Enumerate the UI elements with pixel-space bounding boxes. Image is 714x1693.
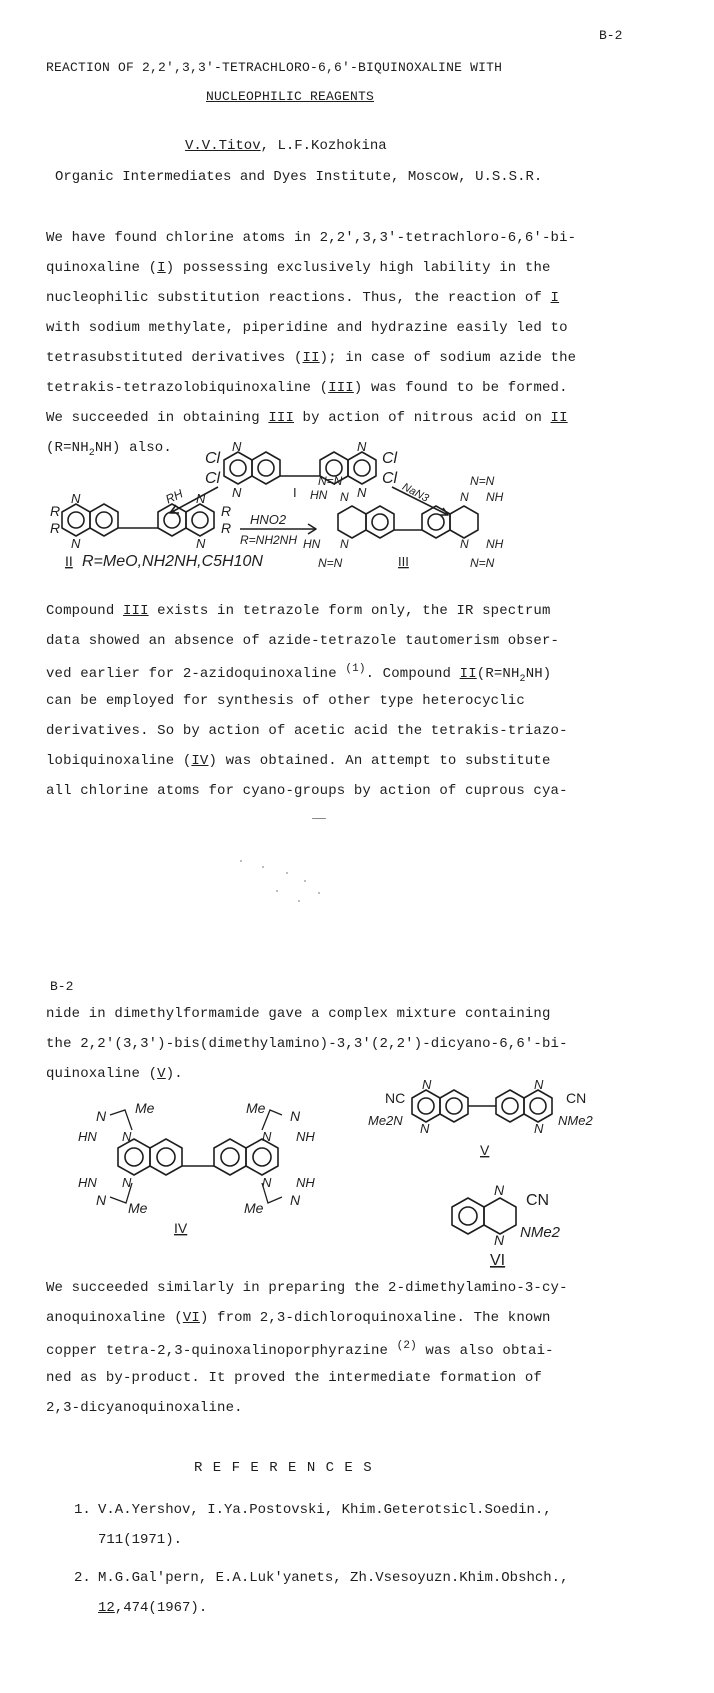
text-run: . Compound xyxy=(365,666,460,682)
text-run: ved earlier for 2-azidoquinoxaline xyxy=(46,666,346,682)
subscript: 2 xyxy=(88,448,95,459)
compound-ref: III xyxy=(268,410,294,426)
compound-III-structure xyxy=(338,506,478,538)
text-run: Compound xyxy=(46,603,123,619)
text-run: (R=NH xyxy=(46,440,89,456)
text-run: nucleophilic substitution reactions. Thus, the reaction of xyxy=(46,290,551,306)
body-line: We have found chlorine atoms in 2,2',3,3'-tetrachloro-6,6'-bi- xyxy=(46,230,577,246)
amine-label: NH xyxy=(486,537,504,551)
nitrogen-label: N xyxy=(460,537,469,551)
text-run: exists in tetrazole form only, the IR spectrum xyxy=(148,603,551,619)
azo-label: N=N xyxy=(470,556,495,570)
body-line: with sodium methylate, piperidine and hydrazine easily led to xyxy=(46,320,568,336)
compound-label-II: II xyxy=(65,553,73,569)
azo-nitrogen-label: N xyxy=(96,1108,107,1124)
compound-ref: V xyxy=(157,1066,166,1082)
cyano-label: NC xyxy=(385,1090,406,1106)
nitrogen-label: N xyxy=(460,490,469,504)
text-run: ) was obtained. An attempt to substitute xyxy=(208,753,551,769)
methyl-label: Me xyxy=(244,1200,264,1216)
imino-label: HN xyxy=(310,488,328,502)
scan-speck xyxy=(312,818,326,819)
compound-V-structure xyxy=(412,1090,552,1122)
text-run: anoquinoxaline ( xyxy=(46,1310,183,1326)
scan-speck xyxy=(304,880,306,882)
citation-ref: (2) xyxy=(396,1340,417,1352)
body-line: derivatives. So by action of acetic acid the tetrakis-triazo- xyxy=(46,723,568,739)
compound-ref: I xyxy=(550,290,560,306)
compound-ref: II xyxy=(550,410,568,426)
compound-label-VI: VI xyxy=(490,1252,506,1269)
text-run: ) was found to be formed. xyxy=(353,380,568,396)
nitrogen-label: N xyxy=(122,1129,132,1144)
text-run: ) possessing exclusively high lability in the xyxy=(165,260,551,276)
dimethylamino-label: NMe2 xyxy=(520,1224,561,1241)
nitrogen-label: N xyxy=(340,490,349,504)
reaction-scheme-2 xyxy=(0,1065,714,1290)
text-run: copper tetra-2,3-quinoxalinoporphyrazine xyxy=(46,1343,397,1359)
body-line: the 2,2'(3,3')-bis(dimethylamino)-3,3'(2,2')-dicyano-6,6'-bi- xyxy=(46,1036,568,1052)
text-run: ) from 2,3-dichloroquinoxaline. The known xyxy=(199,1310,551,1326)
chlorine-label: Cl xyxy=(205,470,221,487)
compound-ref: VI xyxy=(182,1310,200,1326)
nitrogen-label: N xyxy=(71,536,81,551)
imino-label: HN xyxy=(78,1175,97,1190)
compound-label-V: V xyxy=(480,1142,490,1158)
substituent-r: R xyxy=(221,520,232,536)
scan-speck xyxy=(276,890,278,892)
text-run: (R=NH xyxy=(476,666,520,682)
authors xyxy=(185,138,387,154)
compound-label-I: I xyxy=(293,485,297,500)
body-line xyxy=(46,663,551,685)
text-run: NH) also. xyxy=(94,440,172,456)
affiliation: Organic Intermediates and Dyes Institute, Moscow, U.S.S.R. xyxy=(55,169,543,185)
imino-label: HN xyxy=(78,1129,97,1144)
body-line xyxy=(46,753,551,769)
nitrogen-label: N xyxy=(262,1129,272,1144)
author-separator: , xyxy=(260,138,278,154)
nitrogen-label: N xyxy=(122,1175,132,1190)
nitrogen-label: N xyxy=(262,1175,272,1190)
nitrogen-label: N xyxy=(494,1232,505,1248)
body-line xyxy=(46,350,576,366)
substituent-r: R xyxy=(50,503,61,519)
reference-number: 2. xyxy=(74,1570,91,1586)
title-line-1: REACTION OF 2,2',3,3'-TETRACHLORO-6,6'-BIQUINOXALINE WITH xyxy=(46,60,503,75)
compound-VI-structure xyxy=(452,1198,516,1234)
nitrogen-label: N xyxy=(357,485,367,500)
text-run: quinoxaline ( xyxy=(46,260,158,276)
body-line xyxy=(46,290,559,306)
compound-ref: II xyxy=(302,350,320,366)
page-code: B-2 xyxy=(599,28,623,43)
scan-speck xyxy=(298,900,300,902)
reagent-rh: RH xyxy=(163,486,186,507)
nitrogen-label: N xyxy=(420,1121,430,1136)
azo-nitrogen-label: N xyxy=(96,1192,107,1208)
reference-2-line-2 xyxy=(98,1600,207,1616)
nitrogen-label: N xyxy=(232,439,242,454)
volume-number: 12 xyxy=(98,1600,115,1616)
dimethylamino-label: Me2N xyxy=(368,1113,403,1128)
body-line: nide in dimethylformamide gave a complex mixture containing xyxy=(46,1006,551,1022)
nitrogen-label: N xyxy=(71,491,81,506)
nitrogen-label: N xyxy=(340,537,349,551)
nitrogen-label: N xyxy=(196,536,206,551)
author-1: V.V.Titov xyxy=(185,138,261,154)
substituent-r: R xyxy=(50,520,61,536)
cyano-label: CN xyxy=(526,1192,550,1209)
methyl-label: Me xyxy=(128,1200,148,1216)
text-run: quinoxaline ( xyxy=(46,1066,158,1082)
title-line-2: NUCLEOPHILIC REAGENTS xyxy=(206,89,375,104)
body-line xyxy=(46,1310,551,1326)
body-line: all chlorine atoms for cyano-groups by action of cuprous cya- xyxy=(46,783,568,799)
scan-speck xyxy=(318,892,320,894)
azo-nitrogen-label: N xyxy=(290,1192,301,1208)
body-line: data showed an absence of azide-tetrazole tautomerism obser- xyxy=(46,633,560,649)
body-line: can be employed for synthesis of other type heterocyclic xyxy=(46,693,525,709)
text-run: ); in case of sodium azide the xyxy=(319,350,577,366)
cyano-label: CN xyxy=(566,1090,587,1106)
body-line: ned as by-product. It proved the intermediate formation of xyxy=(46,1370,542,1386)
reagent-condition: R=NH2NH xyxy=(240,533,298,547)
text-run: by action of nitrous acid on xyxy=(294,410,551,426)
body-line: We succeeded similarly in preparing the 2-dimethylamino-3-cy- xyxy=(46,1280,568,1296)
nitrogen-label: N xyxy=(534,1121,544,1136)
reference-2-line-1: M.G.Gal'pern, E.A.Luk'yanets, Zh.Vsesoyuzn.Khim.Obshch., xyxy=(98,1570,569,1586)
nitrogen-label: N xyxy=(357,439,367,454)
text-run: We succeeded in obtaining xyxy=(46,410,269,426)
body-line xyxy=(46,1340,554,1359)
amine-label: NH xyxy=(486,490,504,504)
compound-IV-structure xyxy=(110,1110,282,1203)
nitrogen-label: N xyxy=(534,1077,544,1092)
nitrogen-label: N xyxy=(494,1182,505,1198)
nitrogen-label: N xyxy=(232,485,242,500)
imino-label: HN xyxy=(303,537,321,551)
scan-speck xyxy=(262,866,264,868)
text-run: tetrakis-tetrazolobiquinoxaline ( xyxy=(46,380,329,396)
compound-ref: I xyxy=(157,260,166,276)
text-run: NH) xyxy=(525,666,552,682)
text-run: ). xyxy=(165,1066,183,1082)
nitrogen-label: N xyxy=(422,1077,432,1092)
amine-label: NH xyxy=(296,1129,315,1144)
compound-I-structure xyxy=(224,452,376,484)
compound-ref: III xyxy=(328,380,354,396)
azo-label: N=N xyxy=(318,474,343,488)
dimethylamino-label: NMe2 xyxy=(558,1113,593,1128)
chlorine-label: Cl xyxy=(205,450,221,467)
text-run: ,474(1967). xyxy=(114,1600,208,1616)
amine-label: NH xyxy=(296,1175,315,1190)
text-run: was also obtai- xyxy=(416,1343,554,1359)
text-run: tetrasubstituted derivatives ( xyxy=(46,350,303,366)
body-line: 2,3-dicyanoquinoxaline. xyxy=(46,1400,243,1416)
chlorine-label: Cl xyxy=(382,450,398,467)
text-run: lobiquinoxaline ( xyxy=(46,753,192,769)
page-code-2: B-2 xyxy=(50,979,74,994)
reference-1-line-2: 711(1971). xyxy=(98,1532,183,1548)
compound-II-structure xyxy=(62,504,214,536)
subscript: 2 xyxy=(519,674,526,685)
compound-ref: IV xyxy=(191,753,209,769)
r-definition: R=MeO,NH2NH,C5H10N xyxy=(82,553,263,570)
compound-label-IV: IV xyxy=(174,1220,188,1236)
compound-ref: III xyxy=(122,603,149,619)
reference-number: 1. xyxy=(74,1502,91,1518)
citation-ref: (1) xyxy=(345,663,366,675)
compound-label-III: III xyxy=(398,554,409,569)
methyl-label: Me xyxy=(135,1100,155,1116)
author-2: L.F.Kozhokina xyxy=(277,138,387,154)
azo-label: N=N xyxy=(318,556,343,570)
reagent-sodium-azide: NaN3 xyxy=(400,480,431,505)
chlorine-label: Cl xyxy=(382,470,398,487)
substituent-r: R xyxy=(221,503,232,519)
nitrogen-label: N xyxy=(196,491,206,506)
azo-nitrogen-label: N xyxy=(290,1108,301,1124)
body-line xyxy=(46,410,568,426)
reference-1-line-1: V.A.Yershov, I.Ya.Postovski, Khim.Geterotsicl.Soedin., xyxy=(98,1502,552,1518)
body-line xyxy=(46,260,551,276)
methyl-label: Me xyxy=(246,1100,266,1116)
reagent-nitrous-acid: HNO2 xyxy=(250,512,287,527)
scan-speck xyxy=(286,872,288,874)
azo-label: N=N xyxy=(470,474,495,488)
body-line xyxy=(46,380,568,396)
scan-speck xyxy=(240,860,242,862)
references-heading: R E F E R E N C E S xyxy=(194,1460,373,1476)
compound-ref: II xyxy=(459,666,477,682)
body-line xyxy=(46,603,551,619)
